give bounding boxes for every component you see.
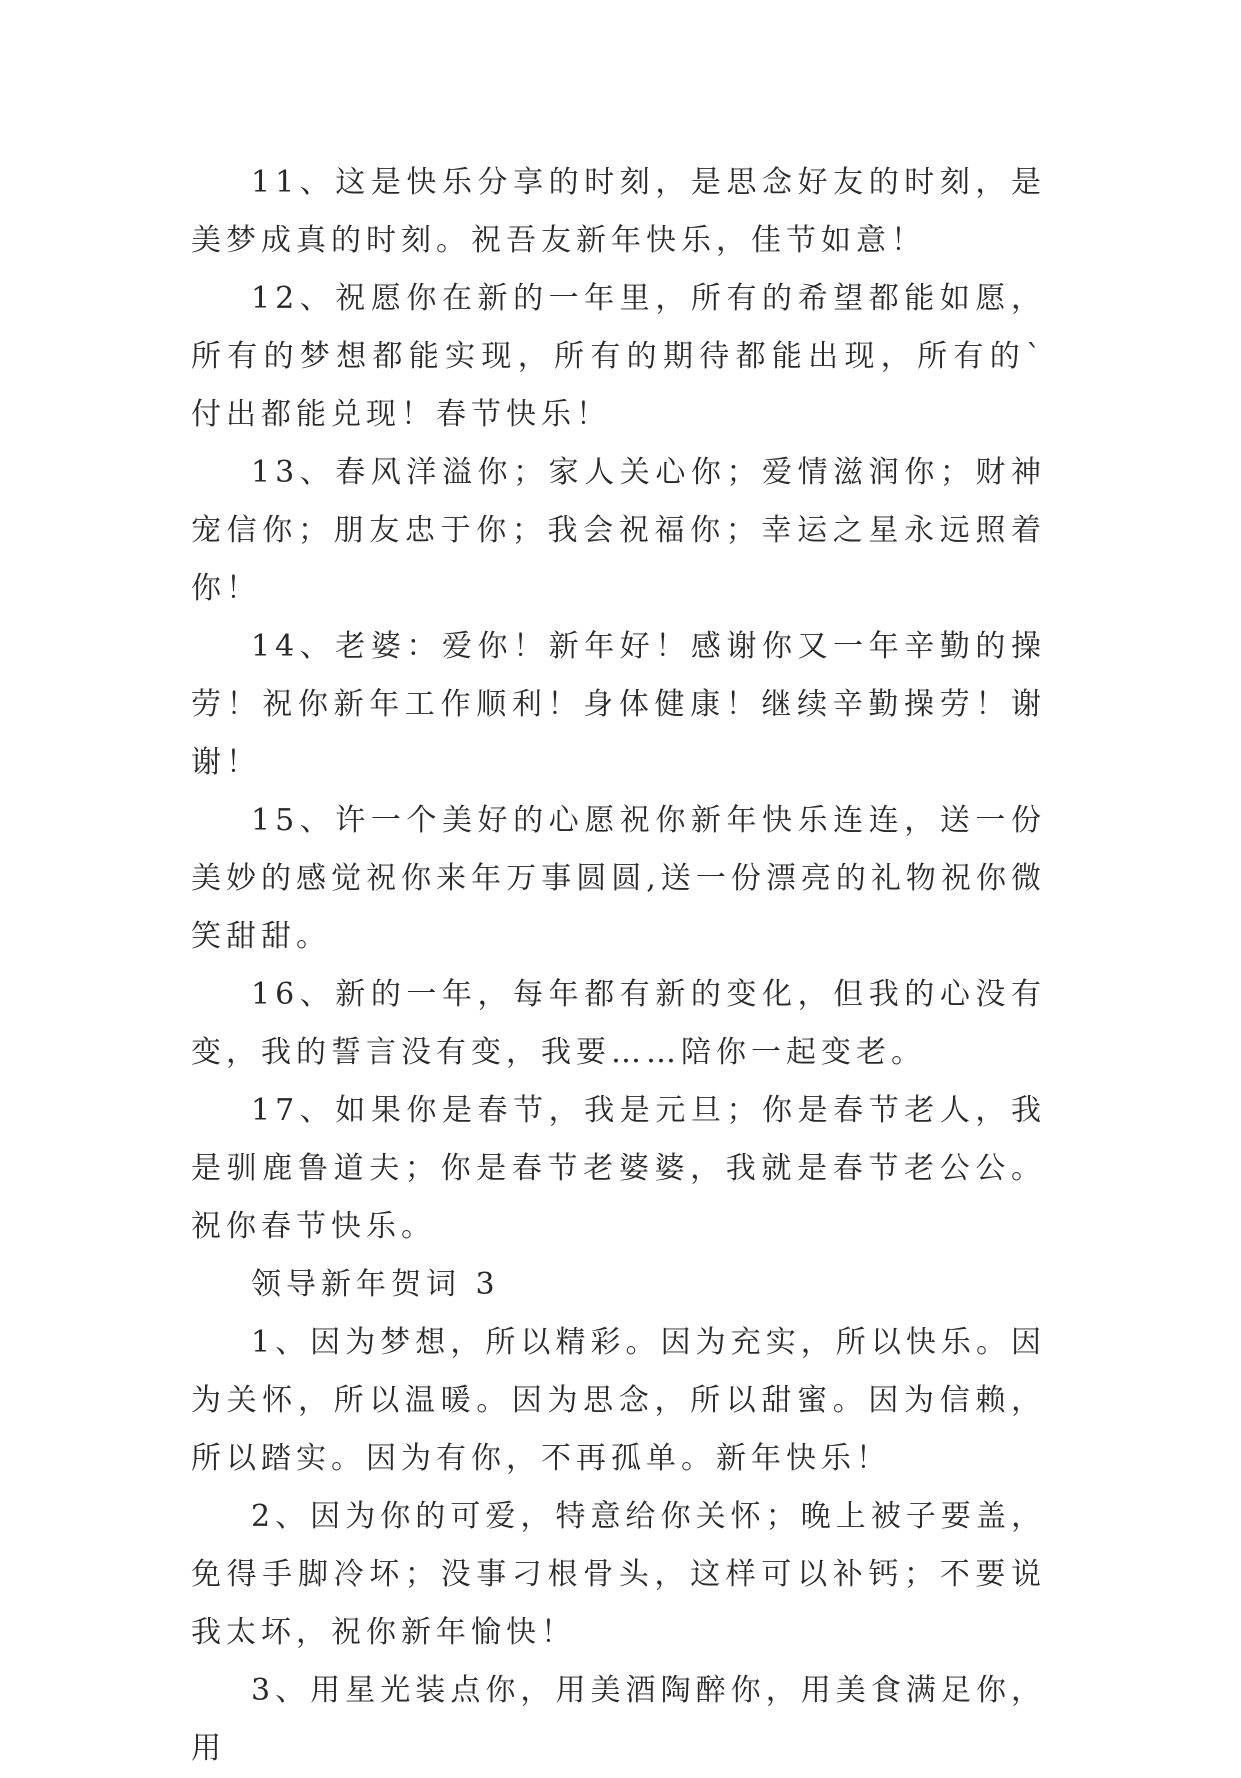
paragraph-3: 3、用星光装点你，用美酒陶醉你，用美食满足你，用: [191, 1673, 1046, 1766]
paragraph-14: 14、老婆：爱你！新年好！感谢你又一年辛勤的操劳！祝你新年工作顺利！身体健康！继续辛勤操劳！谢谢！: [191, 629, 1046, 780]
document-body: [191, 154, 1046, 1778]
paragraph-2: 2、因为你的可爱，特意给你关怀；晚上被子要盖，免得手脚冷坏；没事刁根骨头，这样可以补钙；不要说我太坏，祝你新年愉快！: [191, 1499, 1046, 1650]
paragraph-15: 15、许一个美好的心愿祝你新年快乐连连，送一份美妙的感觉祝你来年万事圆圆,送一份漂亮的礼物祝你微笑甜甜。: [191, 803, 1046, 954]
paragraph-13: 13、春风洋溢你；家人关心你；爱情滋润你；财神宠信你；朋友忠于你；我会祝福你；幸运之星永远照着你！: [191, 455, 1046, 606]
paragraph-17: 17、如果你是春节，我是元旦；你是春节老人，我是驯鹿鲁道夫；你是春节老婆婆，我就是春节老公公。祝你春节快乐。: [191, 1093, 1046, 1244]
section-heading: 领导新年贺词 3: [251, 1267, 500, 1302]
paragraph-11: 11、这是快乐分享的时刻，是思念好友的时刻，是美梦成真的时刻。祝吾友新年快乐，佳节如意！: [191, 165, 1046, 258]
paragraph-16: 16、新的一年，每年都有新的变化，但我的心没有变，我的誓言没有变，我要……陪你一起变老。: [191, 977, 1046, 1070]
paragraph-12: 12、祝愿你在新的一年里，所有的希望都能如愿，所有的梦想都能实现，所有的期待都能出现，所有的`付出都能兑现！春节快乐！: [191, 281, 1046, 432]
paragraph-1: 1、因为梦想，所以精彩。因为充实，所以快乐。因为关怀，所以温暖。因为思念，所以甜蜜。因为信赖，所以踏实。因为有你，不再孤单。新年快乐！: [191, 1325, 1046, 1476]
